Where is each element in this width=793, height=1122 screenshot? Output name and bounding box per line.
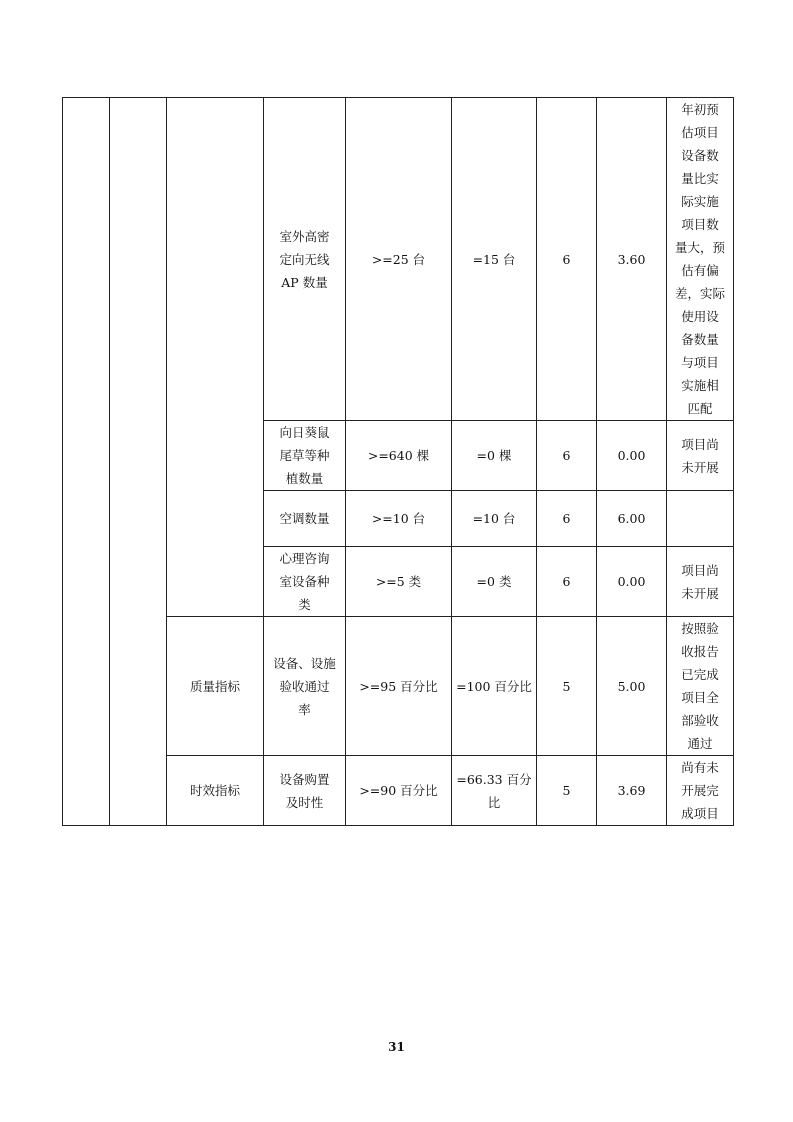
weight-cell: 6 xyxy=(537,547,597,617)
indicator-name-cell: 向日葵鼠 尾草等种 植数量 xyxy=(264,421,346,491)
weight-cell: 5 xyxy=(537,756,597,826)
indicator-name-cell: 设备购置 及时性 xyxy=(264,756,346,826)
target-value-cell: >=5 类 xyxy=(346,547,452,617)
score-cell: 6.00 xyxy=(597,491,667,547)
weight-cell: 6 xyxy=(537,98,597,421)
note-cell: 按照验 收报告 已完成 项目全 部验收 通过 xyxy=(667,617,734,756)
level3-category-cell xyxy=(167,98,264,617)
actual-value-cell: =15 台 xyxy=(452,98,537,421)
note-cell: 尚有未 开展完 成项目 xyxy=(667,756,734,826)
note-cell: 项目尚 未开展 xyxy=(667,421,734,491)
target-value-cell: >=90 百分比 xyxy=(346,756,452,826)
note-cell xyxy=(667,491,734,547)
indicator-name-cell: 设备、设施 验收通过 率 xyxy=(264,617,346,756)
target-value-cell: >=95 百分比 xyxy=(346,617,452,756)
score-cell: 3.69 xyxy=(597,756,667,826)
indicator-name-cell: 心理咨询 室设备种 类 xyxy=(264,547,346,617)
actual-value-cell: =0 类 xyxy=(452,547,537,617)
weight-cell: 6 xyxy=(537,421,597,491)
weight-cell: 5 xyxy=(537,617,597,756)
actual-value-cell: =10 台 xyxy=(452,491,537,547)
target-value-cell: >=25 台 xyxy=(346,98,452,421)
score-cell: 0.00 xyxy=(597,547,667,617)
target-value-cell: >=640 棵 xyxy=(346,421,452,491)
score-cell: 0.00 xyxy=(597,421,667,491)
category-cell: 质量指标 xyxy=(167,617,264,756)
note-cell: 年初预 估项目 设备数 量比实 际实施 项目数 量大，预 估有偏 差，实际 使用设 备数量 与项目 实施相 匹配 xyxy=(667,98,734,421)
score-cell: 3.60 xyxy=(597,98,667,421)
note-cell: 项目尚 未开展 xyxy=(667,547,734,617)
target-value-cell: >=10 台 xyxy=(346,491,452,547)
actual-value-cell: =0 棵 xyxy=(452,421,537,491)
actual-value-cell: =100 百分比 xyxy=(452,617,537,756)
score-cell: 5.00 xyxy=(597,617,667,756)
level1-category-cell xyxy=(63,98,110,826)
performance-indicator-table xyxy=(62,97,734,826)
level2-category-cell xyxy=(110,98,167,826)
indicator-name-cell: 空调数量 xyxy=(264,491,346,547)
category-cell: 时效指标 xyxy=(167,756,264,826)
indicator-name-cell: 室外高密 定向无线 AP 数量 xyxy=(264,98,346,421)
table-row xyxy=(63,98,734,421)
actual-value-cell: =66.33 百分 比 xyxy=(452,756,537,826)
page-number: 31 xyxy=(388,1040,405,1054)
weight-cell: 6 xyxy=(537,491,597,547)
